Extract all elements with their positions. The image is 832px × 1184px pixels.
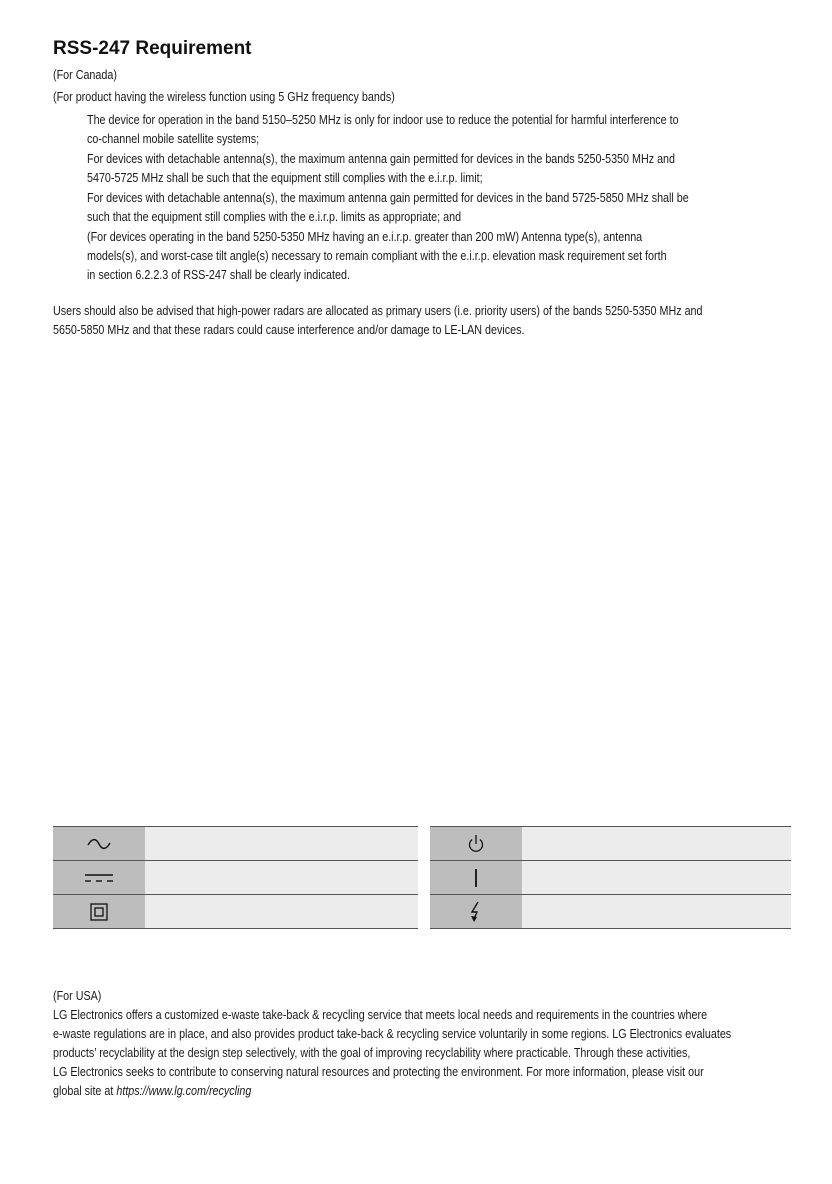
requirement-item-1: The device for operation in the band 5150–5250 MHz is only for indoor use to reduce the potential for harmful interference to co-channel mobile satellite systems; xyxy=(87,113,679,146)
table-row xyxy=(53,861,418,895)
requirement-item-2: For devices with detachable antenna(s), the maximum antenna gain permitted for devices in the bands 5250-5350 MHz and 5470-5725 MHz shall be such that the equipment still complies with the e.i.r.p. limit; xyxy=(87,152,676,185)
symbol-description xyxy=(522,895,791,929)
dc-current-icon xyxy=(53,861,145,895)
for-canada-label: (For Canada) xyxy=(53,68,117,82)
symbol-description xyxy=(522,827,791,861)
recycling-prefix: global site at xyxy=(53,1084,117,1098)
table-row xyxy=(430,861,791,895)
standby-icon xyxy=(430,827,522,861)
for-product-label: (For product having the wireless function using 5 GHz frequency bands) xyxy=(53,90,395,104)
page-title: RSS-247 Requirement xyxy=(53,38,252,59)
for-usa-label: (For USA) xyxy=(53,989,102,1003)
symbol-table-right xyxy=(430,826,791,929)
table-row xyxy=(53,895,418,929)
hazardous-voltage-icon xyxy=(430,895,522,929)
on-icon xyxy=(430,861,522,895)
requirement-item-4: (For devices operating in the band 5250-5350 MHz having an e.i.r.p. greater than 200 mW) Antenna type(s), antenna models(s), and worst-case tilt angle(s) necessary to remain compliant with the e.i.r.p. elevation mask requirement set forth in section 6.2.2.3 of RSS-247 shall be clearly indicated. xyxy=(87,230,667,282)
symbol-description xyxy=(145,827,418,861)
ac-current-icon xyxy=(53,827,145,861)
table-row xyxy=(53,827,418,861)
symbol-description xyxy=(145,861,418,895)
symbol-table-left xyxy=(53,826,418,929)
requirement-item-3: For devices with detachable antenna(s), the maximum antenna gain permitted for devices in the band 5725-5850 MHz shall be such that the equipment still complies with the e.i.r.p. limits as appropriate; and xyxy=(87,191,689,224)
recycling-link[interactable]: https://www.lg.com/recycling xyxy=(116,1084,252,1098)
symbol-description xyxy=(522,861,791,895)
recycling-paragraph: LG Electronics offers a customized e-waste take-back & recycling service that meets local needs and requirements in the countries where e-waste regulations are in place, and also provides product take-back & recycling service voluntarily in some regions. LG Electronics evaluates products’ recyclability at the design step selectively, with the goal of improving recyclability where practicable. Through these activities, LG Electronics seeks to contribute to conserving natural resources and protecting the environment. For more information, please visit our global site at https://www.lg.com/recycling xyxy=(53,1008,732,1098)
symbol-description xyxy=(145,895,418,929)
class-ii-equipment-icon xyxy=(53,895,145,929)
table-row xyxy=(430,827,791,861)
table-row xyxy=(430,895,791,929)
radar-notice: Users should also be advised that high-power radars are allocated as primary users (i.e. priority users) of the bands 5250-5350 MHz and 5650-5850 MHz and that these radars could cause interference and/or damage to LE-LAN devices. xyxy=(53,304,703,337)
